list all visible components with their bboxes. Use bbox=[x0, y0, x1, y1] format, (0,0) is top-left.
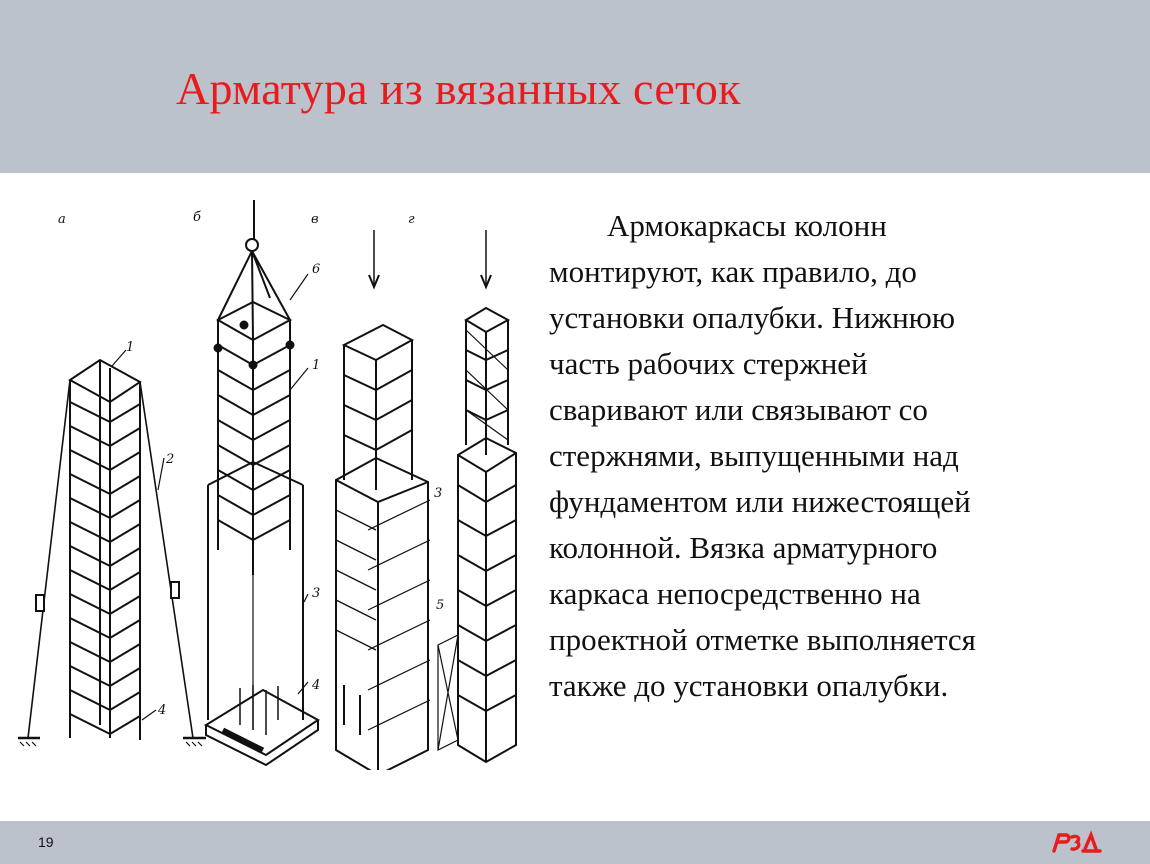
callout-1-a: 1 bbox=[126, 340, 135, 355]
body-line: Армокаркасы колонн bbox=[607, 208, 887, 243]
panel-label-b: б bbox=[193, 210, 201, 225]
panel-label-g: г bbox=[408, 212, 415, 227]
body-line: сваривают или связывают со bbox=[549, 392, 928, 427]
callout-5-g: 5 bbox=[436, 598, 445, 613]
header-band bbox=[0, 0, 1150, 173]
slide-title: Арматура из вязанных сеток bbox=[176, 63, 741, 114]
panel-v-cage bbox=[336, 230, 430, 770]
callout-1-b: 1 bbox=[312, 358, 321, 373]
callout-3-v: 3 bbox=[434, 486, 443, 501]
body-line: монтируют, как правило, до bbox=[549, 254, 917, 289]
body-line: проектной отметке выполняется bbox=[549, 622, 976, 657]
panel-label-a: а bbox=[58, 212, 66, 227]
body-line: стержнями, выпущенными над bbox=[549, 438, 959, 473]
body-line: фундаментом или нижестоящей bbox=[549, 484, 971, 519]
page-number: 19 bbox=[38, 834, 54, 850]
body-line: каркаса непосредственно на bbox=[549, 576, 921, 611]
footer-band bbox=[0, 821, 1150, 864]
callout-6-b: 6 bbox=[312, 262, 321, 277]
rebar-drawing bbox=[8, 190, 533, 770]
body-line: часть рабочих стержней bbox=[549, 346, 868, 381]
callout-2-a: 2 bbox=[166, 452, 175, 467]
panel-a-cage bbox=[18, 350, 206, 746]
body-paragraph bbox=[549, 203, 1089, 709]
callout-4-a: 4 bbox=[158, 703, 167, 718]
body-line: колонной. Вязка арматурного bbox=[549, 530, 938, 565]
panel-b-cage bbox=[206, 200, 321, 765]
body-line: установки опалубки. Нижнюю bbox=[549, 300, 955, 335]
rebar-cage-illustration bbox=[8, 190, 533, 770]
rzd-logo-icon bbox=[1050, 829, 1106, 855]
callout-4-b: 4 bbox=[312, 678, 321, 693]
body-line: также до установки опалубки. bbox=[549, 668, 949, 703]
callout-3-b: 3 bbox=[312, 586, 321, 601]
panel-g-cage bbox=[438, 230, 516, 762]
panel-label-v: в bbox=[311, 212, 319, 227]
